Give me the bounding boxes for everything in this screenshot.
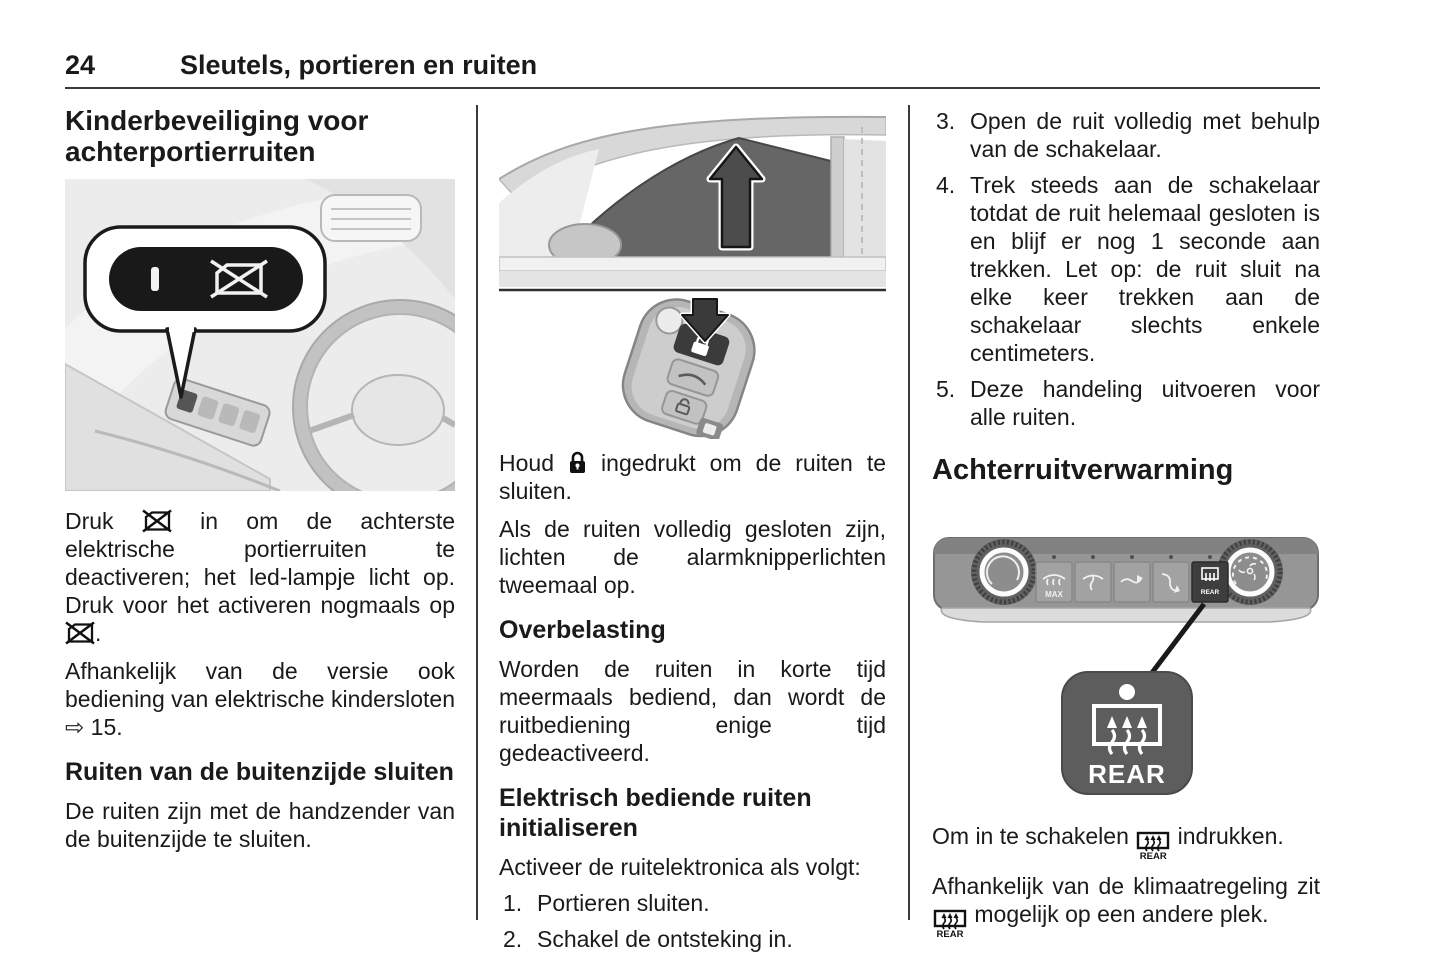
page-number: 24 — [65, 50, 96, 80]
column-divider — [908, 105, 910, 920]
list-item — [932, 171, 1320, 367]
rear-icon-label: REAR — [1139, 851, 1167, 862]
list-number: 1. — [503, 890, 523, 916]
subsection-heading-close-outside: Ruiten van de buitenzijde sluiten — [65, 758, 454, 786]
left-temperature-knob — [971, 539, 1037, 605]
window-disable-icon — [65, 621, 95, 645]
list-item — [932, 375, 1320, 431]
paragraph-child-lock — [65, 507, 455, 647]
header-rule — [65, 87, 1320, 89]
ordered-list — [932, 107, 1320, 431]
rear-defrost-icon — [1135, 831, 1171, 862]
text-segment: . — [95, 620, 102, 646]
climate-buttons — [1036, 555, 1228, 602]
right-column — [932, 105, 1320, 940]
paragraph-initialise-intro: Activeer de ruitelektronica als volgt: — [499, 854, 861, 880]
lock-icon — [568, 450, 587, 475]
paragraph-location-note — [932, 872, 1320, 940]
ordered-list — [499, 889, 886, 953]
section-heading-rear-defrost: Achterruitverwarming — [932, 454, 1234, 486]
door-interior-illustration — [65, 179, 455, 491]
list-text: Portieren sluiten. — [537, 890, 710, 916]
paragraph-close-outside: De ruiten zijn met de handzender van de buitenzijde te sluiten. — [65, 798, 455, 852]
left-column — [65, 105, 455, 853]
car-window-illustration — [499, 105, 886, 293]
rear-button-label: REAR — [1200, 589, 1220, 596]
list-text: Schakel de ontsteking in. — [537, 926, 793, 952]
page-reference: ⇨ 15. — [65, 714, 123, 740]
section-heading-child-lock: Kinderbeveiliging voor achterportierruiten — [65, 105, 369, 167]
subsection-heading-overload: Overbelasting — [499, 616, 666, 644]
text-segment: Afhankelijk van de versie ook bediening van elektrische kindersloten — [65, 658, 455, 712]
paragraph-hazard-flash: Als de ruiten volledig gesloten zijn, lichten de alarmknipperlichten tweemaal op. — [499, 516, 886, 598]
list-item — [499, 925, 886, 953]
list-text: Deze handeling uitvoeren voor alle ruiten. — [970, 376, 1320, 430]
list-number: 4. — [936, 172, 956, 198]
list-number: 3. — [936, 108, 956, 134]
paragraph-version-note — [65, 657, 455, 741]
subsection-heading-initialise: Elektrisch bediende ruiten initialiseren — [499, 784, 812, 842]
max-label: MAX — [1045, 590, 1063, 599]
text-segment: in om de achterste elektrische portierruiten te deactiveren; het led-lampje licht op. Druk voor het activeren nogmaals op — [65, 508, 455, 618]
list-number: 2. — [503, 926, 523, 952]
led-indicator — [151, 267, 159, 291]
text-segment: Afhankelijk van de klimaatregeling zit — [932, 873, 1320, 899]
text-segment: Houd — [499, 450, 569, 476]
list-text: Open de ruit volledig met behulp van de schakelaar. — [970, 108, 1320, 162]
rear-callout-label: REAR — [1088, 759, 1166, 789]
key-fob-illustration — [499, 297, 886, 439]
list-number: 5. — [936, 376, 956, 402]
text-segment: Om in te schakelen — [932, 823, 1136, 849]
rear-icon-label: REAR — [936, 929, 964, 940]
paragraph-switch-on — [932, 822, 1320, 862]
text-segment: mogelijk op een andere plek. — [968, 901, 1269, 927]
floor-air-button — [1153, 562, 1189, 602]
column-divider — [476, 105, 478, 920]
list-text: Trek steeds aan de schakelaar totdat de ruit helemaal gesloten is en blijf er nog 1 seconde aan trekken. Let op: de ruit sluit na elke keer trekken aan de schakelaar slechts enkele centimeters. — [970, 172, 1320, 366]
climate-panel-illustration — [932, 500, 1320, 802]
window-disable-icon — [142, 509, 172, 533]
page-title: Sleutels, portieren en ruiten — [180, 50, 538, 80]
list-item — [499, 889, 886, 917]
list-item — [932, 107, 1320, 163]
paragraph-overload: Worden de ruiten in korte tijd meermaals bediend, dan wordt de ruitbediening enige tijd gedeactiveerd. — [499, 656, 886, 766]
paragraph-hold-lock — [499, 449, 886, 505]
window-disable-button — [109, 247, 303, 311]
rear-defrost-icon — [932, 909, 968, 940]
rear-defrost-callout — [1062, 672, 1192, 794]
middle-column — [499, 105, 886, 953]
text-segment: Druk — [65, 508, 142, 534]
text-segment: indrukken. — [1171, 823, 1284, 849]
text-segment: ingedrukt om de ruiten te sluiten. — [499, 450, 886, 504]
